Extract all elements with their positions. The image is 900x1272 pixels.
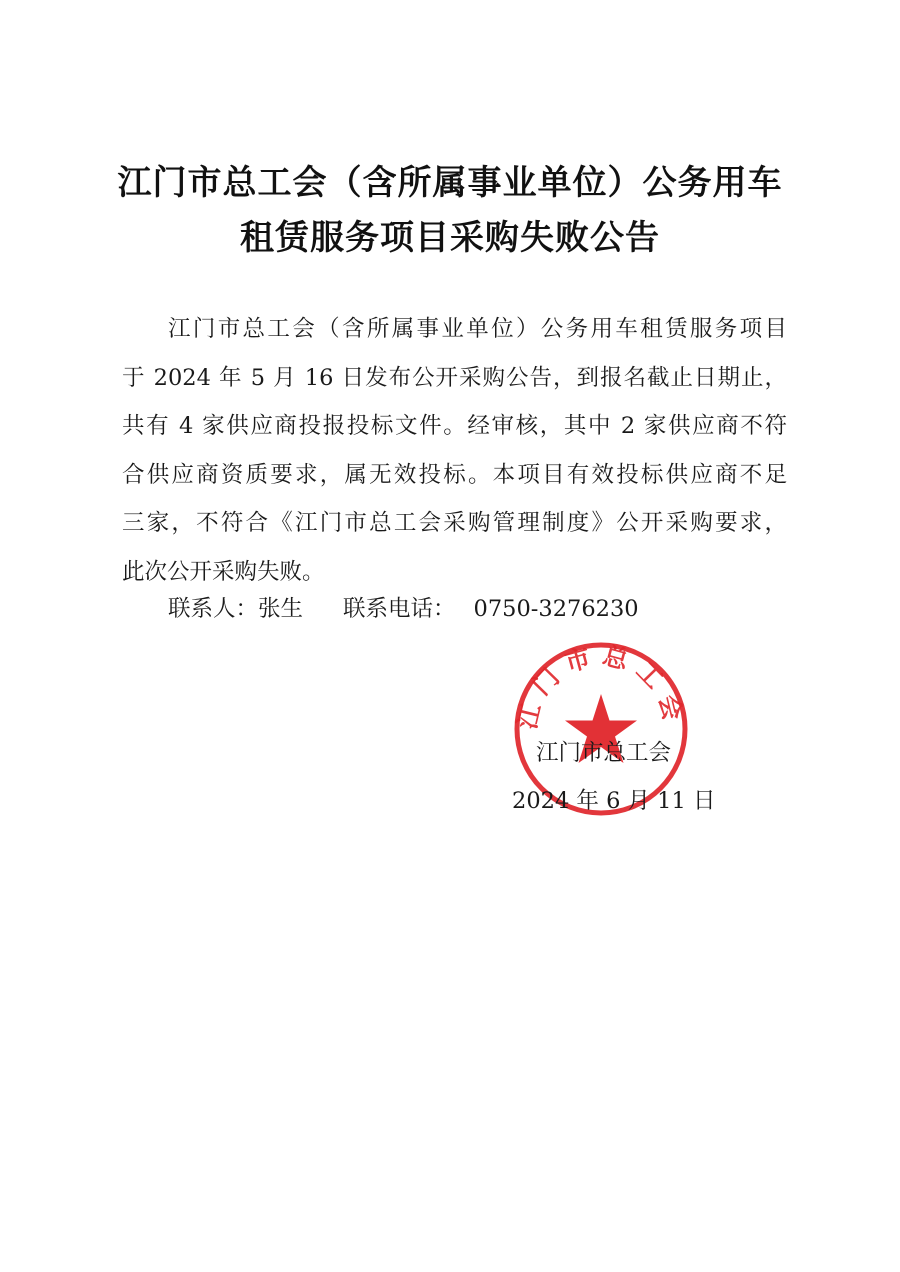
body-line-3: 共有 4 家供应商投报投标文件。经审核，其中 2 家供应商不符 bbox=[122, 413, 787, 439]
contact-person-label: 联系人： bbox=[168, 596, 259, 622]
body-line-5: 三家，不符合《江门市总工会采购管理制度》公开采购要求， bbox=[122, 510, 787, 536]
body-line-4: 合供应商资质要求，属无效投标。本项目有效投标供应商不足 bbox=[122, 461, 787, 488]
document-title-line-2: 租赁服务项目采购失败公告 bbox=[240, 218, 660, 258]
contact-phone-label: 联系电话： bbox=[343, 596, 456, 622]
signature-organization: 江门市总工会 bbox=[536, 740, 672, 766]
seal-arc-text: 江门市总工会 bbox=[512, 640, 690, 732]
notice-body bbox=[122, 305, 787, 596]
signature-date: 2024 年 6 月 11 日 bbox=[512, 788, 716, 814]
body-line-1: 江门市总工会（含所属事业单位）公务用车租赁服务项目 bbox=[168, 316, 787, 342]
contact-phone: 0750-3276230 bbox=[473, 596, 639, 622]
contact-info bbox=[168, 585, 639, 633]
contact-person: 张生 bbox=[258, 596, 304, 622]
body-line-2: 于 2024 年 5 月 16 日发布公开采购公告，到报名截止日期止， bbox=[122, 364, 787, 391]
body-line-6: 此次公开采购失败。 bbox=[122, 558, 325, 585]
document-title-line-1: 江门市总工会（含所属事业单位）公务用车 bbox=[117, 163, 783, 203]
